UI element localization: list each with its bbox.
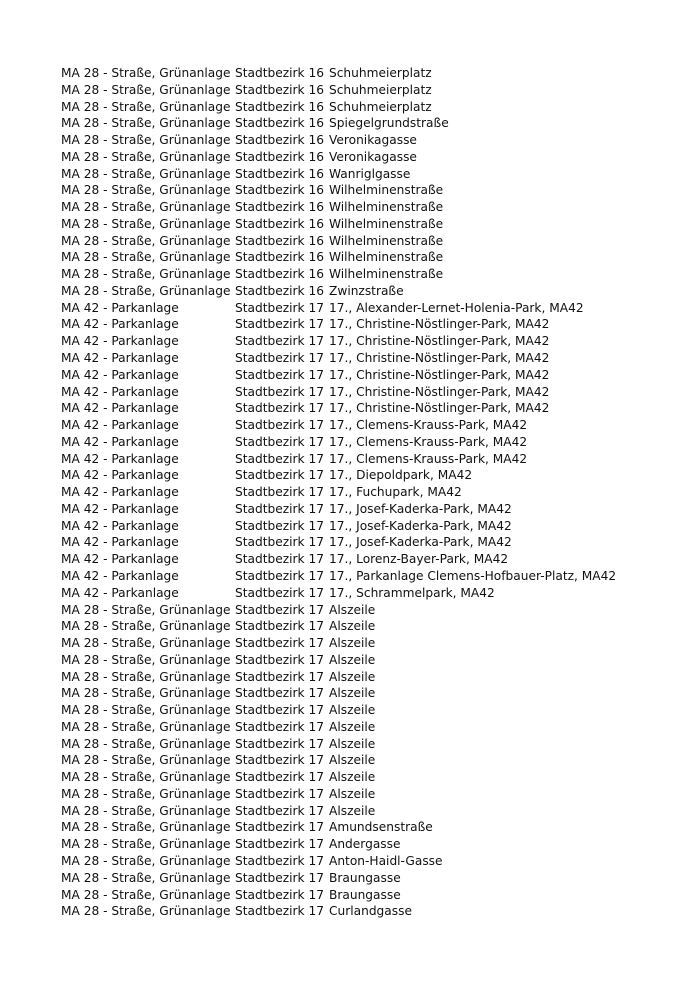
location-cell: Spiegelgrundstraße <box>329 116 449 131</box>
district-cell: Stadtbezirk 17 <box>235 317 324 332</box>
table-row <box>61 333 681 350</box>
location-cell: 17., Josef-Kaderka-Park, MA42 <box>329 501 512 516</box>
location-cell: Alszeile <box>329 803 376 818</box>
department-cell: MA 42 - Parkanlage <box>61 384 179 399</box>
district-cell: Stadtbezirk 17 <box>235 334 324 349</box>
department-cell: MA 28 - Straße, Grünanlage <box>61 116 231 131</box>
table-row <box>61 551 681 568</box>
district-cell: Stadtbezirk 16 <box>235 166 324 181</box>
district-cell: Stadtbezirk 16 <box>235 200 324 215</box>
location-cell: Veronikagasse <box>329 149 417 164</box>
district-cell: Stadtbezirk 17 <box>235 602 324 617</box>
district-cell: Stadtbezirk 16 <box>235 66 324 80</box>
district-cell: Stadtbezirk 17 <box>235 451 324 466</box>
department-cell: MA 28 - Straße, Grünanlage <box>61 870 231 885</box>
department-cell: MA 28 - Straße, Grünanlage <box>61 619 231 634</box>
district-cell: Stadtbezirk 16 <box>235 283 324 298</box>
district-cell: Stadtbezirk 17 <box>235 468 324 483</box>
district-cell: Stadtbezirk 17 <box>235 719 324 734</box>
location-cell: 17., Fuchupark, MA42 <box>329 485 462 500</box>
district-cell: Stadtbezirk 17 <box>235 418 324 433</box>
location-cell: 17., Christine-Nöstlinger-Park, MA42 <box>329 401 550 416</box>
district-cell: Stadtbezirk 17 <box>235 401 324 416</box>
table-row <box>61 618 681 635</box>
location-cell: Alszeile <box>329 703 376 718</box>
district-cell: Stadtbezirk 16 <box>235 216 324 231</box>
location-cell: Alszeile <box>329 686 376 701</box>
location-cell: Alszeile <box>329 652 376 667</box>
location-cell: Braungasse <box>329 887 401 902</box>
district-cell: Stadtbezirk 17 <box>235 585 324 600</box>
table-row <box>61 752 681 769</box>
department-cell: MA 28 - Straße, Grünanlage <box>61 133 231 148</box>
department-cell: MA 28 - Straße, Grünanlage <box>61 200 231 215</box>
table-row <box>61 384 681 401</box>
district-cell: Stadtbezirk 17 <box>235 803 324 818</box>
department-cell: MA 42 - Parkanlage <box>61 451 179 466</box>
location-cell: 17., Lorenz-Bayer-Park, MA42 <box>329 552 509 567</box>
department-cell: MA 28 - Straße, Grünanlage <box>61 636 231 651</box>
department-cell: MA 28 - Straße, Grünanlage <box>61 99 231 114</box>
location-cell: 17., Diepoldpark, MA42 <box>329 468 473 483</box>
table-row <box>61 836 681 853</box>
district-cell: Stadtbezirk 17 <box>235 786 324 801</box>
district-cell: Stadtbezirk 17 <box>235 736 324 751</box>
location-cell: Schuhmeierplatz <box>329 66 432 80</box>
department-cell: MA 42 - Parkanlage <box>61 585 179 600</box>
table-row <box>61 702 681 719</box>
department-cell: MA 28 - Straße, Grünanlage <box>61 216 231 231</box>
district-cell: Stadtbezirk 17 <box>235 619 324 634</box>
department-cell: MA 28 - Straße, Grünanlage <box>61 233 231 248</box>
department-cell: MA 28 - Straße, Grünanlage <box>61 820 231 835</box>
department-cell: MA 28 - Straße, Grünanlage <box>61 166 231 181</box>
table-row <box>61 635 681 652</box>
location-cell: Wilhelminenstraße <box>329 250 444 265</box>
district-cell: Stadtbezirk 17 <box>235 703 324 718</box>
district-cell: Stadtbezirk 17 <box>235 770 324 785</box>
district-cell: Stadtbezirk 17 <box>235 669 324 684</box>
table-row <box>61 199 681 216</box>
district-cell: Stadtbezirk 17 <box>235 652 324 667</box>
table-row <box>61 350 681 367</box>
department-cell: MA 28 - Straße, Grünanlage <box>61 887 231 902</box>
location-cell: Anton-Haidl-Gasse <box>329 853 443 868</box>
district-cell: Stadtbezirk 17 <box>235 367 324 382</box>
table-row <box>61 249 681 266</box>
location-cell: Alszeile <box>329 736 376 751</box>
location-cell: Schuhmeierplatz <box>329 99 432 114</box>
table-row <box>61 182 681 199</box>
table-row <box>61 819 681 836</box>
location-cell: Wilhelminenstraße <box>329 216 444 231</box>
table-row <box>61 518 681 535</box>
department-cell: MA 28 - Straße, Grünanlage <box>61 770 231 785</box>
district-cell: Stadtbezirk 17 <box>235 300 324 315</box>
district-cell: Stadtbezirk 17 <box>235 820 324 835</box>
location-cell: 17., Clemens-Krauss-Park, MA42 <box>329 451 528 466</box>
department-cell: MA 28 - Straße, Grünanlage <box>61 786 231 801</box>
department-cell: MA 28 - Straße, Grünanlage <box>61 803 231 818</box>
department-cell: MA 28 - Straße, Grünanlage <box>61 283 231 298</box>
department-cell: MA 42 - Parkanlage <box>61 552 179 567</box>
table-row <box>61 283 681 300</box>
district-cell: Stadtbezirk 17 <box>235 853 324 868</box>
department-cell: MA 28 - Straße, Grünanlage <box>61 602 231 617</box>
location-cell: Amundsenstraße <box>329 820 433 835</box>
department-cell: MA 28 - Straße, Grünanlage <box>61 837 231 852</box>
location-cell: 17., Clemens-Krauss-Park, MA42 <box>329 418 528 433</box>
location-cell: 17., Christine-Nöstlinger-Park, MA42 <box>329 367 550 382</box>
district-cell: Stadtbezirk 17 <box>235 434 324 449</box>
department-cell: MA 28 - Straße, Grünanlage <box>61 719 231 734</box>
location-cell: 17., Clemens-Krauss-Park, MA42 <box>329 434 528 449</box>
location-cell: Wanriglgasse <box>329 166 411 181</box>
department-cell: MA 42 - Parkanlage <box>61 367 179 382</box>
table-row <box>61 769 681 786</box>
location-cell: Wilhelminenstraße <box>329 233 444 248</box>
location-cell: Zwinzstraße <box>329 283 404 298</box>
location-cell: Alszeile <box>329 636 376 651</box>
district-cell: Stadtbezirk 16 <box>235 183 324 198</box>
district-cell: Stadtbezirk 17 <box>235 636 324 651</box>
location-cell: Alszeile <box>329 669 376 684</box>
table-row <box>61 585 681 602</box>
location-cell: 17., Josef-Kaderka-Park, MA42 <box>329 518 512 533</box>
department-cell: MA 42 - Parkanlage <box>61 501 179 516</box>
district-cell: Stadtbezirk 17 <box>235 568 324 583</box>
table-row <box>61 484 681 501</box>
location-cell: Alszeile <box>329 602 376 617</box>
table-row <box>61 887 681 904</box>
location-cell: Alszeile <box>329 719 376 734</box>
department-cell: MA 28 - Straße, Grünanlage <box>61 703 231 718</box>
district-cell: Stadtbezirk 17 <box>235 837 324 852</box>
table-row <box>61 400 681 417</box>
location-cell: Alszeile <box>329 770 376 785</box>
table-row <box>61 719 681 736</box>
department-cell: MA 42 - Parkanlage <box>61 568 179 583</box>
district-cell: Stadtbezirk 17 <box>235 887 324 902</box>
district-cell: Stadtbezirk 17 <box>235 518 324 533</box>
department-cell: MA 42 - Parkanlage <box>61 485 179 500</box>
department-cell: MA 28 - Straße, Grünanlage <box>61 904 231 919</box>
table-row <box>61 652 681 669</box>
district-cell: Stadtbezirk 16 <box>235 116 324 131</box>
table-row <box>61 367 681 384</box>
table-row <box>61 786 681 803</box>
table-row <box>61 669 681 686</box>
district-cell: Stadtbezirk 16 <box>235 133 324 148</box>
location-cell: 17., Parkanlage Clemens-Hofbauer-Platz, MA42 <box>329 568 617 583</box>
listing-table <box>61 65 681 920</box>
table-row <box>61 534 681 551</box>
department-cell: MA 42 - Parkanlage <box>61 418 179 433</box>
department-cell: MA 42 - Parkanlage <box>61 518 179 533</box>
table-row <box>61 266 681 283</box>
district-cell: Stadtbezirk 17 <box>235 870 324 885</box>
location-cell: Braungasse <box>329 870 401 885</box>
table-row <box>61 685 681 702</box>
table-row <box>61 853 681 870</box>
location-cell: Alszeile <box>329 786 376 801</box>
location-cell: 17., Christine-Nöstlinger-Park, MA42 <box>329 334 550 349</box>
location-cell: Veronikagasse <box>329 133 417 148</box>
table-row <box>61 316 681 333</box>
location-cell: Alszeile <box>329 619 376 634</box>
location-cell: Schuhmeierplatz <box>329 82 432 97</box>
location-cell: Curlandgasse <box>329 904 412 919</box>
district-cell: Stadtbezirk 17 <box>235 501 324 516</box>
district-cell: Stadtbezirk 16 <box>235 267 324 282</box>
location-cell: Wilhelminenstraße <box>329 183 444 198</box>
department-cell: MA 28 - Straße, Grünanlage <box>61 686 231 701</box>
department-cell: MA 28 - Straße, Grünanlage <box>61 753 231 768</box>
district-cell: Stadtbezirk 17 <box>235 485 324 500</box>
table-row <box>61 417 681 434</box>
table-row <box>61 82 681 99</box>
location-cell: 17., Josef-Kaderka-Park, MA42 <box>329 535 512 550</box>
table-row <box>61 602 681 619</box>
table-row <box>61 870 681 887</box>
district-cell: Stadtbezirk 17 <box>235 384 324 399</box>
department-cell: MA 28 - Straße, Grünanlage <box>61 652 231 667</box>
table-row <box>61 149 681 166</box>
table-row <box>61 233 681 250</box>
table-row <box>61 115 681 132</box>
location-cell: 17., Alexander-Lernet-Holenia-Park, MA42 <box>329 300 584 315</box>
table-row <box>61 903 681 920</box>
department-cell: MA 42 - Parkanlage <box>61 535 179 550</box>
location-cell: Andergasse <box>329 837 401 852</box>
department-cell: MA 28 - Straße, Grünanlage <box>61 183 231 198</box>
department-cell: MA 28 - Straße, Grünanlage <box>61 250 231 265</box>
department-cell: MA 28 - Straße, Grünanlage <box>61 267 231 282</box>
district-cell: Stadtbezirk 16 <box>235 99 324 114</box>
location-cell: 17., Schrammelpark, MA42 <box>329 585 495 600</box>
department-cell: MA 28 - Straße, Grünanlage <box>61 149 231 164</box>
table-row <box>61 568 681 585</box>
department-cell: MA 28 - Straße, Grünanlage <box>61 66 231 80</box>
table-row <box>61 65 681 82</box>
district-cell: Stadtbezirk 17 <box>235 552 324 567</box>
district-cell: Stadtbezirk 16 <box>235 233 324 248</box>
table-row <box>61 451 681 468</box>
table-row <box>61 501 681 518</box>
table-row <box>61 99 681 116</box>
district-cell: Stadtbezirk 17 <box>235 904 324 919</box>
district-cell: Stadtbezirk 16 <box>235 82 324 97</box>
location-cell: 17., Christine-Nöstlinger-Park, MA42 <box>329 384 550 399</box>
district-cell: Stadtbezirk 17 <box>235 351 324 366</box>
location-cell: Alszeile <box>329 753 376 768</box>
district-cell: Stadtbezirk 16 <box>235 250 324 265</box>
district-cell: Stadtbezirk 17 <box>235 535 324 550</box>
location-cell: 17., Christine-Nöstlinger-Park, MA42 <box>329 351 550 366</box>
department-cell: MA 28 - Straße, Grünanlage <box>61 82 231 97</box>
table-row <box>61 736 681 753</box>
district-cell: Stadtbezirk 17 <box>235 686 324 701</box>
location-cell: Wilhelminenstraße <box>329 267 444 282</box>
district-cell: Stadtbezirk 17 <box>235 753 324 768</box>
department-cell: MA 42 - Parkanlage <box>61 434 179 449</box>
department-cell: MA 42 - Parkanlage <box>61 317 179 332</box>
table-row <box>61 434 681 451</box>
department-cell: MA 42 - Parkanlage <box>61 300 179 315</box>
department-cell: MA 42 - Parkanlage <box>61 351 179 366</box>
department-cell: MA 42 - Parkanlage <box>61 334 179 349</box>
table-row <box>61 300 681 317</box>
location-cell: Wilhelminenstraße <box>329 200 444 215</box>
department-cell: MA 42 - Parkanlage <box>61 401 179 416</box>
table-row <box>61 803 681 820</box>
table-row <box>61 166 681 183</box>
table-row <box>61 216 681 233</box>
department-cell: MA 28 - Straße, Grünanlage <box>61 736 231 751</box>
location-cell: 17., Christine-Nöstlinger-Park, MA42 <box>329 317 550 332</box>
department-cell: MA 28 - Straße, Grünanlage <box>61 669 231 684</box>
district-cell: Stadtbezirk 16 <box>235 149 324 164</box>
department-cell: MA 28 - Straße, Grünanlage <box>61 853 231 868</box>
table-row <box>61 132 681 149</box>
department-cell: MA 42 - Parkanlage <box>61 468 179 483</box>
table-row <box>61 467 681 484</box>
